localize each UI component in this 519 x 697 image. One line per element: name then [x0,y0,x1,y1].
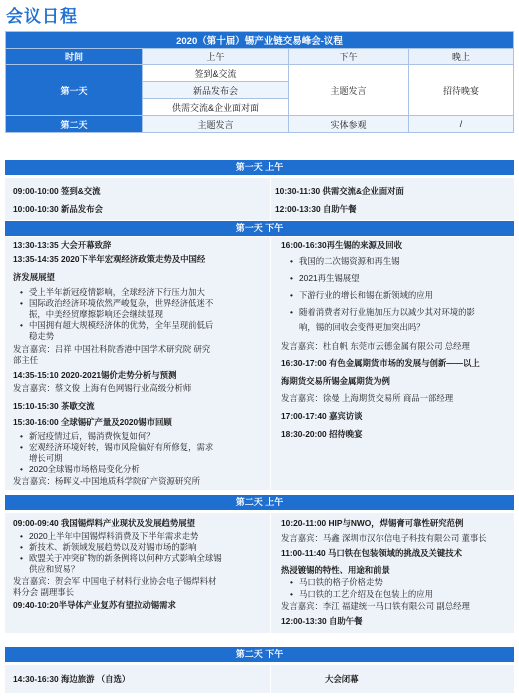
bullet-item: • 2020全球锡市场格局变化分析 [29,464,140,475]
section-day2-pm [5,665,514,693]
section-bar-day1-am: 第一天 上午 [5,160,514,175]
bullet-item: • 国际政治经济环境依然严峻复杂，世界经济低迷不 [29,298,213,309]
agenda-item: 11:00-11:40 马口铁在包装领域的挑战及关键技术 [281,548,463,558]
agenda-item-cont: 海期货交易所锡金属期货为例 [281,376,390,386]
agenda-item: 济发展展望 [13,272,55,282]
day1-pm: 主题发言 [289,65,409,116]
agenda-item: 13:35-14:35 2020下半年宏观经济政策走势及中国经 [13,254,206,264]
agenda-item: 热浸镀锡的特性、用途和前景 [281,565,390,575]
row-day2-label: 第二天 [6,116,143,133]
speaker: 发言嘉宾：徐曼 上海期货交易所 商品一部经理 [281,393,454,403]
page-title: 会议日程 [6,7,78,26]
agenda-table [5,31,514,133]
speaker: 发言嘉宾：杨晖义-中国地质科学院矿产资源研究所 [13,476,201,486]
bullet-item-cont: 增长可期 [29,453,63,463]
bullet-item: • 马口铁的工艺介绍及在包装上的应用 [299,589,433,600]
agenda-item: 13:30-13:35 大会开幕致辞 [13,240,112,250]
agenda-item: 14:35-15:10 2020-2021锡价走势分析与预测 [13,370,177,380]
agenda-item: 09:00-10:00 签到&交流 [13,186,101,196]
col-evening: 晚上 [409,49,514,65]
day1-am-item: 供需交流&企业面对面 [143,99,289,116]
bullet-item-cont: 响，锡的回收会变得更加突出吗？ [299,322,425,332]
section-bar-day2-pm: 第二天 下午 [5,647,514,662]
agenda-item: 10:00-10:30 新品发布会 [13,204,103,214]
bullet-item: • 随着消费者对行业施加压力以减少其对环境的影 [299,307,475,318]
day2-eve: / [409,116,514,133]
agenda-table-title: 2020（第十届）锡产业链交易峰会-议程 [6,32,514,49]
day2-pm: 实体参观 [289,116,409,133]
section-day1-pm [5,237,514,490]
agenda-item: 14:30-16:30 海边旅游 （自选） [13,674,131,684]
agenda-item: 15:30-16:00 全球锡矿产量及2020锡市回顾 [13,417,172,427]
day1-am-item: 签到&交流 [143,65,289,82]
agenda-item: 17:00-17:40 嘉宾访谈 [281,411,363,421]
day1-am-item: 新品发布会 [143,82,289,99]
agenda-item: 大会闭幕 [325,674,359,684]
agenda-item: 12:00-13:30 自助午餐 [281,616,363,626]
speaker: 发言嘉宾：贺会军 中国电子材料行业协会电子锡焊料材 [13,576,217,586]
bullet-item: • 我国的二次锡资源和再生锡 [299,256,400,267]
bullet-item: • 宏观经济环境好转，锡市风险偏好有所修复，需求 [29,442,213,453]
bullet-item: • 欧盟关于冲突矿物的新条例将以何种方式影响全球锡 [29,553,222,564]
bullet-item: • 马口铁的格子价格走势 [299,577,383,588]
agenda-item: 12:00-13:30 自助午餐 [275,204,357,214]
section-day2-am [5,513,514,633]
section-bar-day2-am: 第二天 上午 [5,495,514,510]
bullet-item: • 新技术、新领域发展趋势以及对锡市场的影响 [29,542,197,553]
col-morning: 上午 [143,49,289,65]
agenda-item: 16:00-16:30再生锡的来源及回收 [281,240,403,250]
speaker-cont: 部主任 [13,355,39,365]
day2-am: 主题发言 [143,116,289,133]
agenda-item: 15:10-15:30 茶歇交流 [13,401,95,411]
bullet-item: • 新冠疫情过后，锡消费恢复如何？ [29,431,155,442]
col-time: 时间 [6,49,143,65]
bullet-item-cont: 振，中美经贸摩擦影响还会继续显现 [29,309,163,319]
bullet-item: • 受上半年新冠疫情影响，全球经济下行压力加大 [29,287,205,298]
agenda-item: 09:40-10:20半导体产业复苏有望拉动锡需求 [13,600,176,610]
speaker: 发言嘉宾：李江 福建统一马口铁有限公司 副总经理 [281,601,470,611]
section-day1-am [5,178,514,220]
speaker: 发言嘉宾：吕祥 中国社科院香港中国学术研究院 研究 [13,344,211,354]
agenda-item: 16:30-17:00 有色金属期货市场的发展与创新——以上 [281,358,480,368]
bullet-item-cont: 稳走势 [29,331,55,341]
section-bar-day1-pm: 第一天 下午 [5,221,514,236]
speaker: 发言嘉宾：蔡文俊 上海有色网锡行业高级分析师 [13,383,192,393]
agenda-item: 10:20-11:00 HIP与NWO，焊锡膏可靠性研究范例 [281,518,464,528]
bullet-item-cont: 供应和贸易？ [29,564,80,574]
col-afternoon: 下午 [289,49,409,65]
bullet-item: • 2021再生锡展望 [299,273,360,284]
agenda-item: 18:30-20:00 招待晚宴 [281,429,363,439]
speaker-cont: 料分会 副理事长 [13,587,74,597]
day1-eve: 招待晚宴 [409,65,514,116]
bullet-item: • 中国拥有超大规模经济体的优势，全年呈现前低后 [29,320,213,331]
bullet-item: • 2020上半年中国锡焊料消费及下半年需求走势 [29,531,198,542]
agenda-item: 10:30-11:30 供需交流&企业面对面 [275,186,404,196]
row-day1-label: 第一天 [6,65,143,116]
agenda-item: 09:00-09:40 我国锡焊料产业现状及发展趋势展望 [13,518,195,528]
speaker: 发言嘉宾：杜自帆 东莞市云德金属有限公司 总经理 [281,341,470,351]
bullet-item: • 下游行业的增长和锡在新领域的应用 [299,290,433,301]
speaker: 发言嘉宾：马鑫 深圳市汉尔信电子科技有限公司 董事长 [281,533,487,543]
